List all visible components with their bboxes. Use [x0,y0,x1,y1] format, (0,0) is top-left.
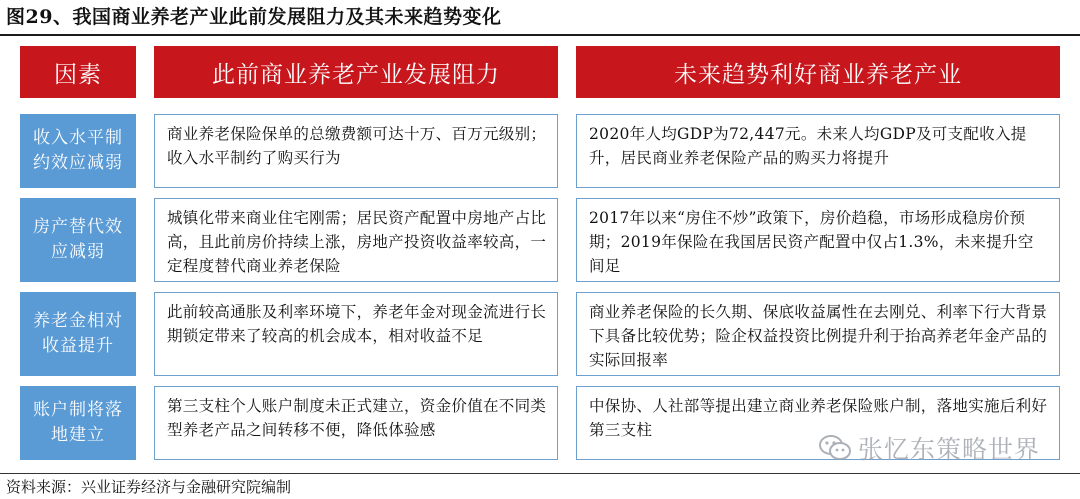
watermark-text: 张忆东策略世界 [858,435,1041,464]
header-past-obstacles: 此前商业养老产业发展阻力 [154,46,558,98]
row-factor-account: 账户制将落地建立 [20,386,136,460]
row-factor-pension-return: 养老金相对收益提升 [20,292,136,376]
header-factor: 因素 [20,46,136,98]
row-factor-income: 收入水平制约效应减弱 [20,114,136,188]
title-divider [0,34,1080,36]
row-future-housing: 2017年以来“房住不炒”政策下，房价趋稳，市场形成稳房价预期；2019年保险在我国居民资产配置中仅占1.3%，未来提升空间足 [576,198,1060,282]
row-future-pension-return: 商业养老保险的长久期、保底收益属性在去刚兑、利率下行大背景下具备比较优势；险企权益投资比例提升利于抬高养老年金产品的实际回报率 [576,292,1060,376]
figure-title: 图29、我国商业养老产业此前发展阻力及其未来趋势变化 [6,6,502,28]
row-past-income: 商业养老保险保单的总缴费额可达十万、百万元级别；收入水平制约了购买行为 [154,114,558,188]
row-past-housing: 城镇化带来商业住宅刚需；居民资产配置中房地产占比高，且此前房价持续上涨，房地产投资收益率较高，一定程度替代商业养老保险 [154,198,558,282]
watermark [818,430,1040,466]
row-past-pension-return: 此前较高通胀及利率环境下，养老年金对现金流进行长期锁定带来了较高的机会成本，相对收益不足 [154,292,558,376]
header-future-trends: 未来趋势利好商业养老产业 [576,46,1060,98]
row-future-account: 中保协、人社部等提出建立商业养老保险账户制，落地实施后利好第三支柱 [576,386,1060,460]
source-note: 资料来源：兴业证券经济与金融研究院编制 [6,478,292,496]
footer-divider [0,473,1080,474]
row-future-income: 2020年人均GDP为72,447元。未来人均GDP及可支配收入提升，居民商业养老保险产品的购买力将提升 [576,114,1060,188]
row-factor-housing: 房产替代效应减弱 [20,198,136,282]
wechat-icon [818,434,852,462]
row-past-account: 第三支柱个人账户制度未正式建立，资金价值在不同类型养老产品之间转移不便，降低体验感 [154,386,558,460]
